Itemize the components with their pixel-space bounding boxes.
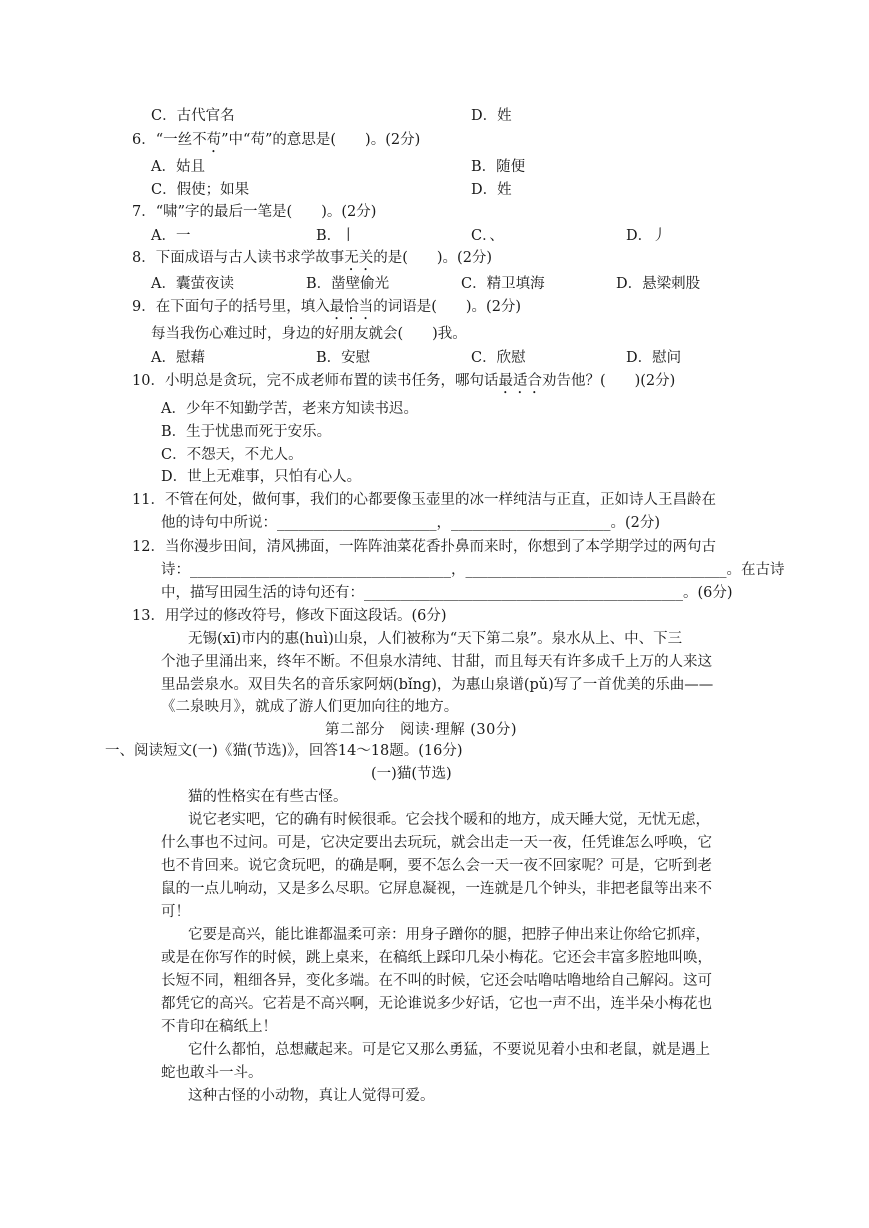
q10-option-d: D．世上无难事，只怕有心人。 [161, 469, 362, 485]
q9-sentence: 每当我伤心难过时，身边的好朋友就会( )我。 [151, 326, 467, 342]
q7-option-a: A．一 [151, 228, 191, 244]
q9-stem: 9．在下面句子的括号里，填入最恰当的词语是( )。(2分) [132, 299, 522, 315]
q5-option-c: C．古代官名 [151, 108, 235, 124]
q6-option-c: C．假使；如果 [151, 182, 250, 198]
part2-title: 第二部分 阅读·理解 (30分) [325, 722, 517, 738]
passage-line: 蛇也敢斗一斗。 [161, 1065, 263, 1081]
q11-line-1: 11．不管在何处，做何事，我们的心都要像玉壶里的冰一样纯洁与正直，正如诗人王昌龄在 [132, 492, 716, 508]
passage-line: 它要是高兴，能比谁都温柔可亲：用身子蹭你的腿，把脖子伸出来让你给它抓痒， [188, 927, 710, 943]
q13-paragraph-line-2: 个池子里涌出来，终年不断。不但泉水清纯、甘甜，而且每天有许多成千上万的人来这 [161, 654, 712, 670]
q7-stem: 7．“啸”字的最后一笔是( )。(2分) [132, 204, 377, 220]
q7-option-b: B．丨 [316, 228, 356, 244]
passage-line: 猫的性格实在有些古怪。 [188, 789, 348, 805]
passage-line: 这种古怪的小动物，真让人觉得可爱。 [188, 1088, 435, 1104]
q6-stem: 6．“一丝不苟”中“苟”的意思是( )。(2分) [132, 132, 421, 148]
q11-line-2: 他的诗句中所说：______________________，______________________。(2分) [161, 515, 661, 531]
q8-option-d: D．悬梁刺股 [616, 276, 701, 292]
passage-line: 它什么都怕，总想藏起来。可是它又那么勇猛，不要说见着小虫和老鼠，就是遇上 [188, 1042, 710, 1058]
passage-line: 可！ [161, 904, 190, 920]
q5-option-d: D．姓 [471, 108, 512, 124]
passage-line: 不肯印在稿纸上！ [161, 1019, 277, 1035]
q10-option-c: C．不怨天，不尤人。 [161, 447, 303, 463]
q12-line-3: 中，描写田园生活的诗句还有：____________________________________________。(6分) [161, 585, 733, 601]
q13-paragraph-line-3: 里品尝泉水。双目失名的音乐家阿炳(bǐng)，为惠山泉谱(pǔ)写了一首优美的乐曲—— [161, 677, 714, 693]
q10-option-a: A．少年不知勤学苦，老来方知读书迟。 [161, 401, 418, 417]
q8-option-b: B．凿壁偷光 [306, 276, 390, 292]
q8-stem: 8．下面成语与古人读书求学故事无关的是( )。(2分) [132, 250, 493, 266]
q12-line-1: 12．当你漫步田间，清风拂面，一阵阵油菜花香扑鼻而来时，你想到了本学期学过的两句古 [132, 539, 716, 555]
q10-option-b: B．生于忧患而死于安乐。 [161, 424, 332, 440]
q7-option-d: D．丿 [626, 228, 667, 244]
q9-option-d: D．慰问 [626, 350, 682, 366]
passage-line: 鼠的一点儿响动，又是多么尽职。它屏息凝视，一连就是几个钟头，非把老鼠等出来不 [161, 881, 712, 897]
q13-paragraph-line-4: 《二泉映月》，就成了游人们更加向往的地方。 [161, 699, 459, 715]
passage-line: 说它老实吧，它的确有时候很乖。它会找个暖和的地方，成天睡大觉，无忧无虑， [188, 812, 710, 828]
q6-option-a: A．姑且 [151, 159, 205, 175]
passage-line: 或是在你写作的时候，跳上桌来，在稿纸上踩印几朵小梅花。它还会丰富多腔地叫唤， [161, 950, 712, 966]
passage-line: 也不肯回来。说它贪玩吧，的确是啊，要不怎么会一天一夜不回家呢？可是，它听到老 [161, 858, 712, 874]
q10-stem: 10．小明总是贪玩，完不成老师布置的读书任务，哪句话最适合劝告他？( )(2分) [132, 373, 676, 389]
q8-option-c: C．精卫填海 [461, 276, 545, 292]
q7-option-c: C．、 [471, 228, 504, 244]
passage-line: 长短不同，粗细各异，变化多端。在不叫的时候，它还会咕噜咕噜地给自己解闷。这可 [161, 973, 712, 989]
section-1-heading: 一、阅读短文(一)《猫(节选)》，回答14～18题。(16分) [105, 743, 463, 759]
q12-line-2: 诗：____________________________________，____________________________________。在古诗 [161, 562, 785, 578]
passage-title: (一)猫(节选) [371, 766, 452, 782]
q9-option-a: A．慰藉 [151, 350, 205, 366]
passage-line: 都凭它的高兴。它若是不高兴啊，无论谁说多少好话，它也一声不出，连半朵小梅花也 [161, 996, 712, 1012]
q13-paragraph-line-1: 无锡(xī)市内的惠(huì)山泉，人们被称为“天下第二泉”。泉水从上、中、下三 [188, 631, 683, 647]
passage-line: 什么事也不过问。可是，它决定要出去玩玩，就会出走一天一夜，任凭谁怎么呼唤，它 [161, 835, 712, 851]
q6-option-b: B．随便 [471, 159, 526, 175]
q13-stem: 13．用学过的修改符号，修改下面这段话。(6分) [132, 608, 447, 624]
q8-option-a: A．囊萤夜读 [151, 276, 234, 292]
q6-option-d: D．姓 [471, 182, 512, 198]
q9-option-b: B．安慰 [316, 350, 371, 366]
q9-option-c: C．欣慰 [471, 350, 526, 366]
